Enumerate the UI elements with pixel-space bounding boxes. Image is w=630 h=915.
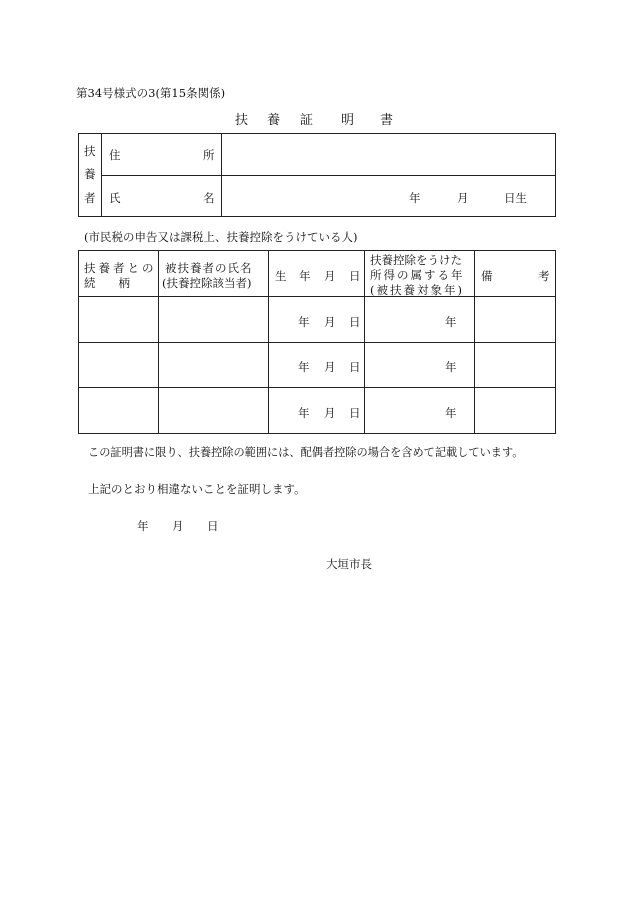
date-year-label: 年 bbox=[137, 519, 149, 533]
supporter-side-label: 者 bbox=[84, 191, 96, 205]
header-dependent-name: (扶養控除該当者) bbox=[162, 276, 252, 290]
birth-year-label: 年 bbox=[409, 191, 421, 205]
dob-month-label: 月 bbox=[324, 360, 336, 374]
title-char: 書 bbox=[380, 113, 394, 128]
address-label: 住 bbox=[109, 148, 121, 162]
tax-year-label: 年 bbox=[445, 406, 457, 420]
header-dob: 生 bbox=[275, 269, 287, 283]
tax-year-label: 年 bbox=[445, 315, 457, 329]
header-tax-year: 所得の属する年 bbox=[370, 268, 465, 282]
header-remarks: 備 bbox=[481, 269, 493, 283]
dob-month-label: 月 bbox=[324, 406, 336, 420]
supporter-side-label: 扶 bbox=[84, 144, 96, 158]
address-label: 所 bbox=[203, 148, 215, 162]
header-dob: 月 bbox=[324, 269, 336, 283]
dob-day-label: 日 bbox=[349, 406, 361, 420]
name-label: 氏 bbox=[109, 191, 121, 205]
birth-day-label: 日生 bbox=[504, 191, 527, 205]
dob-year-label: 年 bbox=[298, 360, 310, 374]
header-remarks: 考 bbox=[538, 269, 550, 283]
dob-day-label: 日 bbox=[349, 315, 361, 329]
dob-day-label: 日 bbox=[349, 360, 361, 374]
header-dob: 日 bbox=[349, 269, 361, 283]
date-day-label: 日 bbox=[207, 519, 219, 533]
form-number: 第34号様式の3(第15条関係) bbox=[76, 86, 226, 100]
address-field[interactable] bbox=[222, 134, 555, 175]
dob-year-label: 年 bbox=[298, 406, 310, 420]
header-dob: 年 bbox=[299, 269, 311, 283]
header-relation: 続 柄 bbox=[84, 276, 130, 290]
note-line: (市民税の申告又は課税上、扶養控除をうけている人) bbox=[84, 230, 358, 244]
birth-month-label: 月 bbox=[457, 191, 469, 205]
signer: 大垣市長 bbox=[326, 557, 372, 571]
date-month-label: 月 bbox=[172, 519, 184, 533]
header-relation: 扶養者との bbox=[84, 261, 157, 275]
header-dependent-name: 被扶養者の氏名 bbox=[165, 261, 253, 275]
title-char: 証 bbox=[300, 113, 314, 128]
header-tax-year: 扶養控除をうけた bbox=[370, 253, 462, 267]
statement-certify: 上記のとおり相違ないことを証明します。 bbox=[88, 482, 306, 496]
statement-scope: この証明書に限り、扶養控除の範囲には、配偶者控除の場合を含めて記載しています。 bbox=[88, 446, 524, 459]
name-label: 名 bbox=[203, 191, 215, 205]
dob-month-label: 月 bbox=[324, 315, 336, 329]
title-char: 明 bbox=[341, 113, 355, 128]
dob-year-label: 年 bbox=[298, 315, 310, 329]
tax-year-label: 年 bbox=[445, 360, 457, 374]
supporter-side-label: 養 bbox=[84, 167, 96, 181]
title-char: 扶 bbox=[235, 113, 249, 128]
title-char: 養 bbox=[267, 113, 281, 128]
header-tax-year: (被扶養対象年) bbox=[370, 283, 464, 297]
